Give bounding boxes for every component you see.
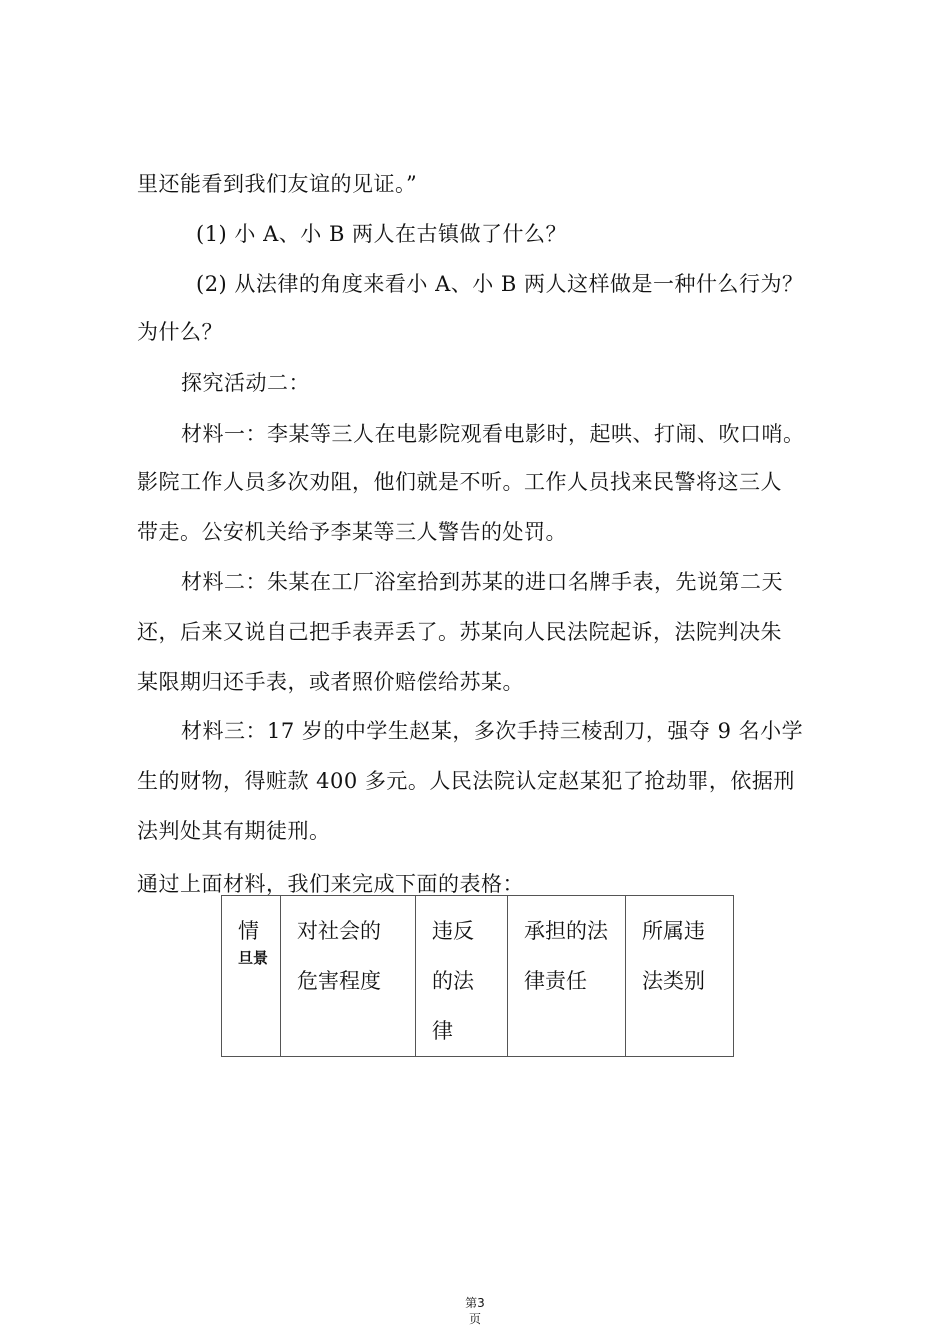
material-2-line: 还，后来又说自己把手表弄丢了。苏某向人民法院起诉，法院判决朱 <box>137 620 782 644</box>
law-table <box>221 895 734 1057</box>
question-1: (1) 小 A、小 B 两人在古镇做了什么？ <box>196 222 568 246</box>
header-text: 法类别 <box>642 969 705 993</box>
material-1-line: 带走。公安机关给予李某等三人警告的处罚。 <box>137 520 567 544</box>
header-text: 承担的法 <box>524 919 608 943</box>
paragraph-line: 为什么？ <box>137 320 223 344</box>
material-1-line: 材料一：李某等三人在电影院观看电影时，起哄、打闹、吹口哨。 <box>181 422 805 446</box>
material-3-line: 法判处其有期徒刑。 <box>137 819 331 843</box>
material-2-line: 材料二：朱某在工厂浴室拾到苏某的进口名牌手表，先说第二天 <box>181 570 783 594</box>
paragraph-line: 里还能看到我们友谊的见证。” <box>137 172 418 196</box>
section-heading: 探究活动二： <box>181 371 310 395</box>
header-text: 的法 <box>432 969 474 993</box>
header-text: 律责任 <box>524 969 587 993</box>
material-3-line: 生的财物，得赃款 400 多元。人民法院认定赵某犯了抢劫罪，依据刑 <box>137 769 795 793</box>
material-1-line: 影院工作人员多次劝阻，他们就是不听。工作人员找来民警将这三人 <box>137 470 782 494</box>
header-text: 危害程度 <box>297 969 381 993</box>
header-text: 旦景 <box>238 949 269 967</box>
header-text: 所属违 <box>642 919 705 943</box>
question-2: (2) 从法律的角度来看小 A、小 B 两人这样做是一种什么行为？ <box>196 272 804 296</box>
header-text: 对社会的 <box>297 919 381 943</box>
header-text: 违反 <box>432 919 474 943</box>
table-header-cell <box>416 896 508 1057</box>
table-header-cell <box>626 896 734 1057</box>
material-3-line: 材料三：17 岁的中学生赵某，多次手持三棱刮刀，强夺 9 名小学 <box>181 719 804 743</box>
page-number: 页 <box>468 1312 481 1326</box>
table-header-cell <box>222 896 281 1057</box>
material-2-line: 某限期归还手表，或者照价赔偿给苏某。 <box>137 670 524 694</box>
header-text: 情 <box>238 919 259 943</box>
table-header-cell <box>508 896 626 1057</box>
table-intro: 通过上面材料，我们来完成下面的表格： <box>137 872 524 896</box>
header-text: 律 <box>432 1019 453 1043</box>
table-row <box>222 896 734 1057</box>
page-number: 第3 <box>465 1296 485 1310</box>
table-header-cell <box>281 896 416 1057</box>
